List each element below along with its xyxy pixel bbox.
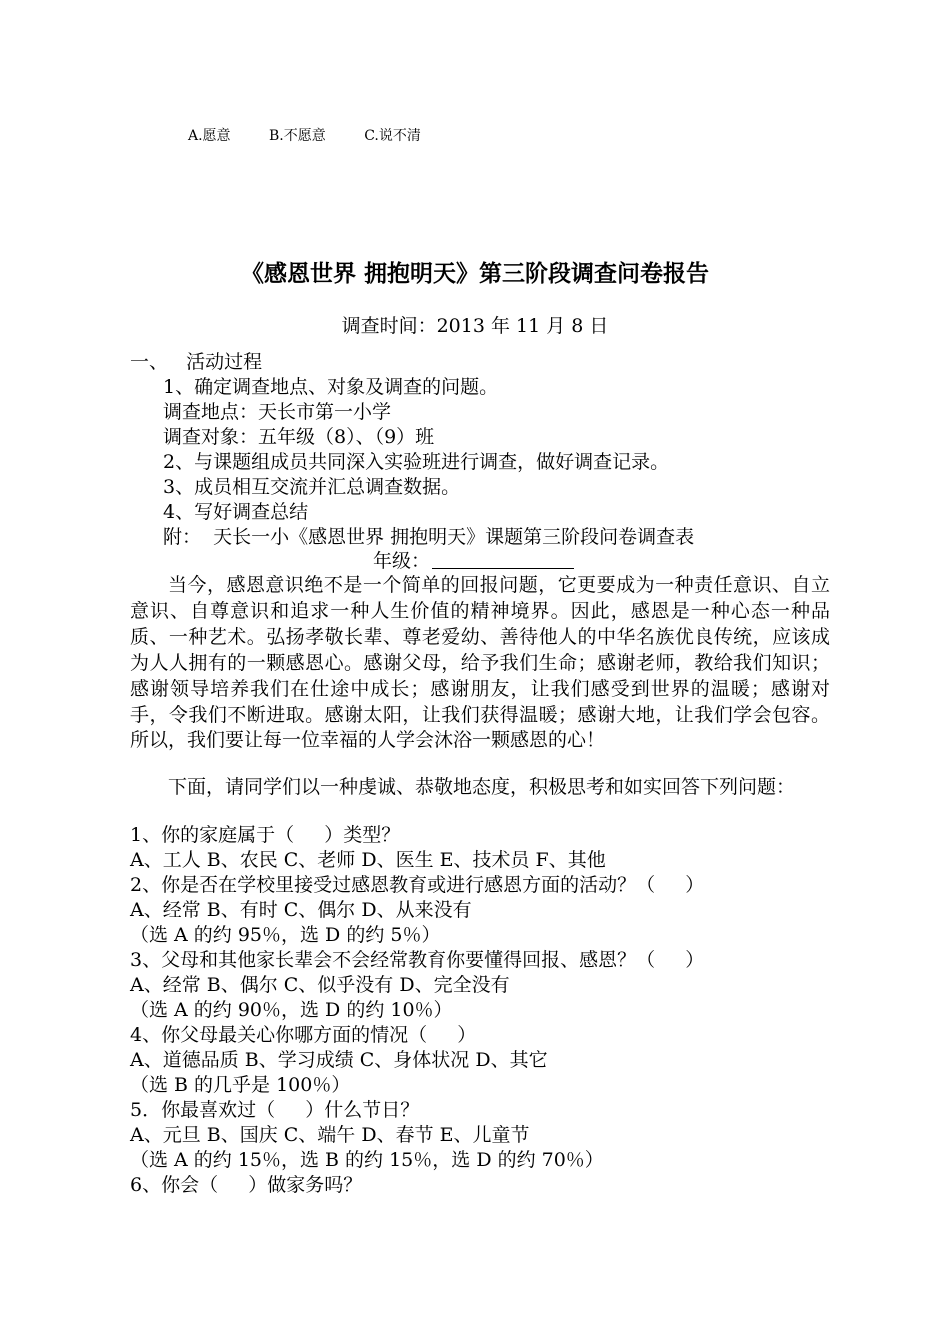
option-c: C.说不清: [364, 128, 421, 144]
option-b: B.不愿意: [269, 128, 326, 144]
appendix-line: 附： 天长一小《感恩世界 拥抱明天》课题第三阶段问卷调查表: [163, 526, 695, 548]
step-3: 3、成员相互交流并汇总调查数据。: [163, 476, 461, 498]
prompt-paragraph: 下面，请同学们以一种虔诚、恭敬地态度，积极思考和如实回答下列问题：: [168, 776, 796, 798]
survey-date: 调查时间：2013 年 11 月 8 日: [341, 315, 609, 337]
question-5-result: （选 A 的约 15％，选 B 的约 15％，选 D 的约 70％）: [130, 1149, 604, 1171]
question-1-options: A、工人 B、农民 C、老师 D、医生 E、技术员 F、其他: [130, 849, 606, 871]
step-4: 4、写好调查总结: [163, 501, 309, 523]
question-4-result: （选 B 的几乎是 100％）: [130, 1074, 351, 1096]
grade-label: 年级：: [373, 550, 431, 572]
grade-field: [373, 549, 574, 573]
survey-subjects: 调查对象：五年级（8）、（9）班: [163, 426, 435, 448]
question-2-options: A、经常 B、有时 C、偶尔 D、从来没有: [130, 899, 472, 921]
report-title: 《感恩世界 拥抱明天》第三阶段调查问卷报告: [240, 260, 709, 287]
step-1: 1、确定调查地点、对象及调查的问题。: [163, 376, 499, 398]
survey-location: 调查地点：天长市第一小学: [163, 401, 392, 423]
question-5: 5．你最喜欢过（ ）什么节日？: [130, 1099, 420, 1121]
question-2-result: （选 A 的约 95％，选 D 的约 5％）: [130, 924, 441, 946]
question-4: 4、你父母最关心你哪方面的情况（ ）: [130, 1024, 477, 1046]
answer-options: [188, 126, 455, 146]
question-6: 6、你会（ ）做家务吗？: [130, 1174, 363, 1196]
question-5-options: A、元旦 B、国庆 C、端午 D、春节 E、儿童节: [130, 1124, 530, 1146]
grade-blank: [432, 550, 574, 569]
question-3: 3、父母和其他家长辈会不会经常教育你要懂得回报、感恩？（ ）: [130, 949, 705, 971]
question-1: 1、你的家庭属于（ ）类型？: [130, 824, 401, 846]
option-a: A.愿意: [188, 128, 231, 144]
question-4-options: A、道德品质 B、学习成绩 C、身体状况 D、其它: [130, 1049, 548, 1071]
question-3-result: （选 A 的约 90％，选 D 的约 10％）: [130, 999, 453, 1021]
step-2: 2、与课题组成员共同深入实验班进行调查，做好调查记录。: [163, 451, 670, 473]
question-2: 2、你是否在学校里接受过感恩教育或进行感恩方面的活动？（ ）: [130, 874, 705, 896]
question-3-options: A、经常 B、偶尔 C、似乎没有 D、完全没有: [130, 974, 510, 996]
section-heading: 一、 活动过程: [130, 351, 263, 373]
intro-paragraph: 当今，感恩意识绝不是一个简单的回报问题，它更要成为一种责任意识、自立意识、自尊意识和追求一种人生价值的精神境界。因此，感恩是一种心态一种品质、一种艺术。弘扬孝敬长辈、尊老爱幼、善待他人的中华名族优良传统，应该成为人人拥有的一颗感恩心。感谢父母，给予我们生命；感谢老师，教给我们知识；感谢领导培养我们在仕途中成长；感谢朋友，让我们感受到世界的温暖；感谢对手，令我们不断进取。感谢太阳，让我们获得温暖；感谢大地，让我们学会包容。所以，我们要让每一位幸福的人学会沐浴一颗感恩的心！: [130, 574, 830, 752]
